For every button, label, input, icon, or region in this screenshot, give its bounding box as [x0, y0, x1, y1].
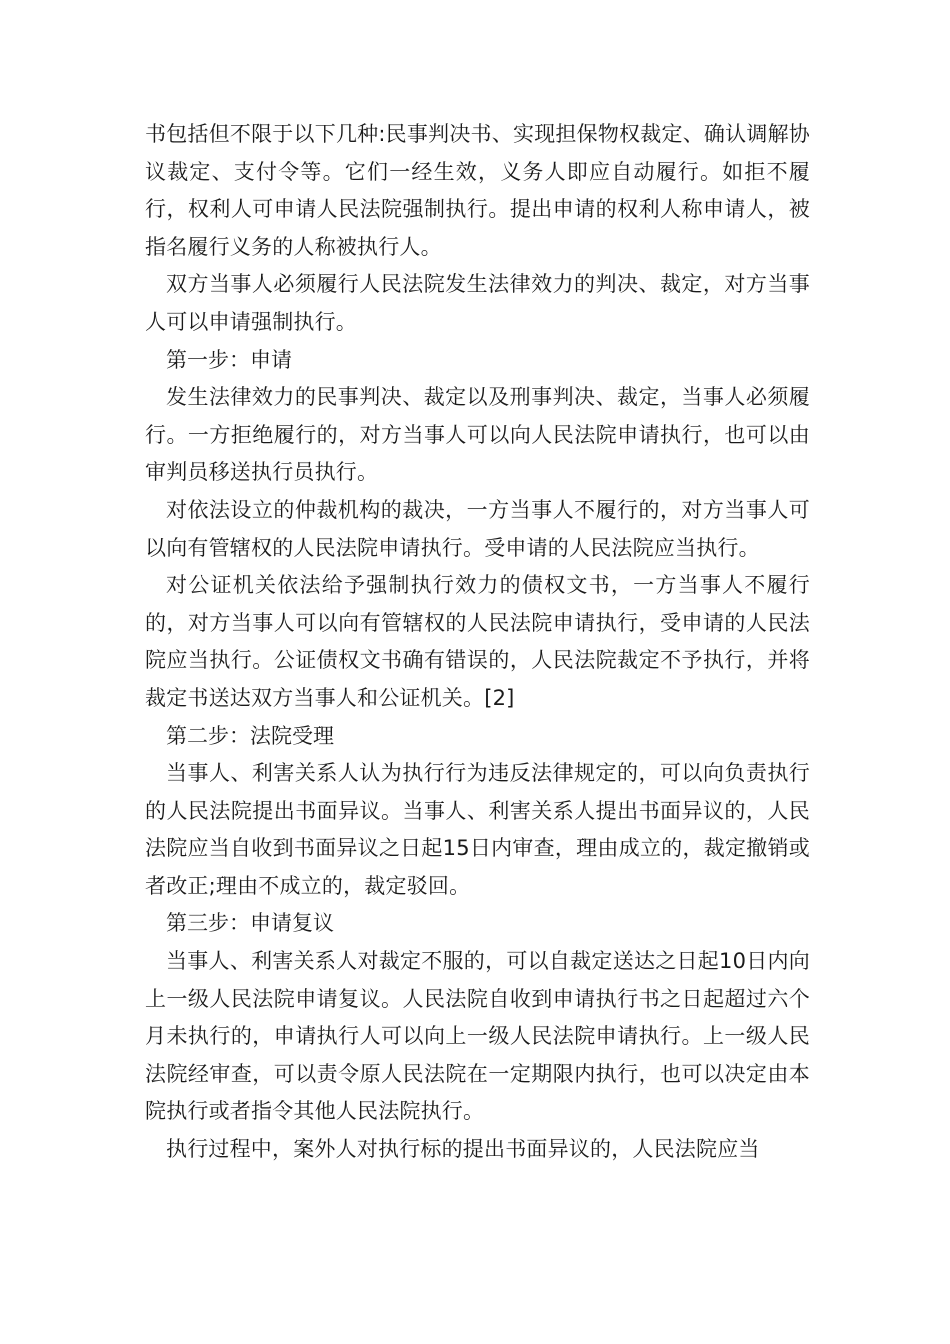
- paragraph-notarial-enforcement: 对公证机关依法给予强制执行效力的债权文书，一方当事人不履行的，对方当事人可以向有管辖权的人民法院申请执行，受申请的人民法院应当执行。公证债权文书确有错误的，人民法院裁定不予执行，并将裁定书送达双方当事人和公证机关。[2]: [145, 573, 810, 710]
- step-heading-court-acceptance: 第二步：法院受理: [166, 723, 334, 748]
- paragraph-outsider-objection: 执行过程中，案外人对执行标的提出书面异议的，人民法院应当: [166, 1137, 760, 1162]
- paragraph-continuation: 书包括但不限于以下几种:民事判决书、实现担保物权裁定、确认调解协议裁定、支付令等。它们一经生效，义务人即应自动履行。如拒不履行，权利人可申请人民法院强制执行。提出申请的权利人称申请人，被指名履行义务的人称被执行人。: [145, 122, 810, 259]
- paragraph-reconsideration: 当事人、利害关系人对裁定不服的，可以自裁定送达之日起10日内向上一级人民法院申请复议。人民法院自收到申请执行书之日起超过六个月未执行的，申请执行人可以向上一级人民法院申请执行。上一级人民法院经审查，可以责令原人民法院在一定期限内执行，也可以决定由本院执行或者指令其他人民法院执行。: [145, 949, 810, 1124]
- paragraph-enforcement-obligation: 双方当事人必须履行人民法院发生法律效力的判决、裁定，对方当事人可以申请强制执行。: [145, 272, 810, 334]
- paragraph-judgment-enforcement: 发生法律效力的民事判决、裁定以及刑事判决、裁定，当事人必须履行。一方拒绝履行的，对方当事人可以向人民法院申请执行，也可以由审判员移送执行员执行。: [145, 385, 810, 485]
- paragraph-written-objection: 当事人、利害关系人认为执行行为违反法律规定的，可以向负责执行的人民法院提出书面异议。当事人、利害关系人提出书面异议的，人民法院应当自收到书面异议之日起15日内审查，理由成立的，裁定撤销或者改正;理由不成立的，裁定驳回。: [145, 761, 810, 898]
- paragraph-arbitration-enforcement: 对依法设立的仲裁机构的裁决，一方当事人不履行的，对方当事人可以向有管辖权的人民法院申请执行。受申请的人民法院应当执行。: [145, 497, 810, 560]
- document-body: [145, 116, 810, 1169]
- step-heading-apply: 第一步：申请: [166, 347, 292, 372]
- step-heading-reconsideration: 第三步：申请复议: [166, 911, 334, 936]
